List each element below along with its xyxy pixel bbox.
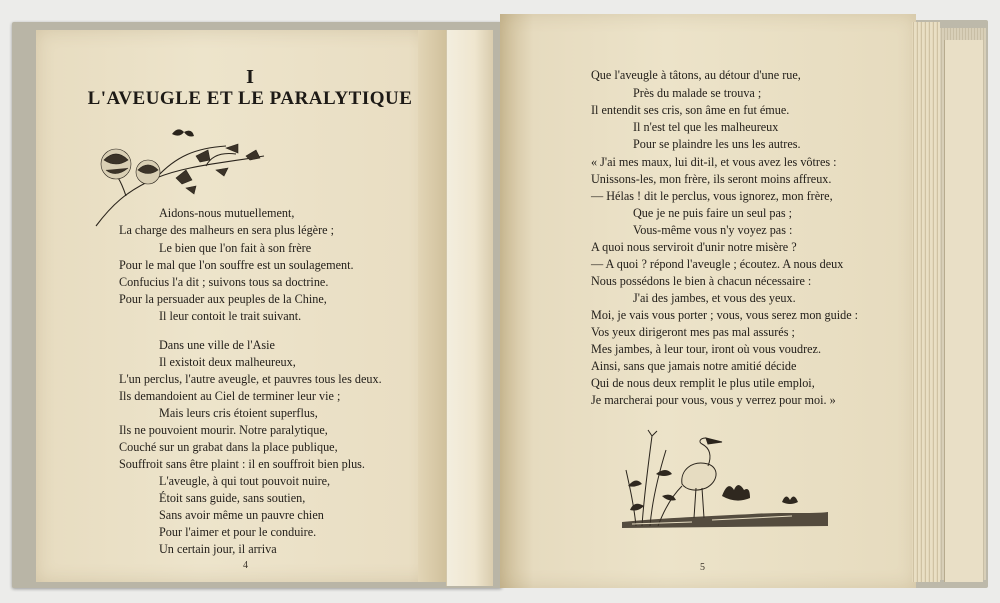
verse-line: Pour l'aimer et pour le conduire.: [159, 525, 317, 539]
verse-line: Ils demandoient au Ciel de terminer leur vie ;: [119, 389, 341, 403]
verse-line: Pour se plaindre les uns les autres.: [633, 137, 801, 151]
verse-line: Près du malade se trouva ;: [633, 86, 762, 100]
chapter-number: I: [246, 66, 254, 88]
verse-line: La charge des malheurs en sera plus légère ;: [119, 223, 334, 237]
chapter-title: L'AVEUGLE ET LE PARALYTIQUE: [87, 88, 413, 109]
verse-line: Mais leurs cris étoient superflus,: [159, 406, 318, 420]
heron-illustration: [622, 426, 828, 530]
verse-line: Unissons-les, mon frère, ils seront moins affreux.: [591, 172, 832, 186]
verse-line: Il n'est tel que les malheureux: [633, 120, 779, 134]
verse-line: Pour la persuader aux peuples de la Chine,: [119, 292, 327, 306]
verse-line: Souffroit sans être plaint : il en souffroit bien plus.: [119, 457, 365, 471]
verse-line: Le bien que l'on fait à son frère: [159, 241, 312, 255]
verse-line: Il entendit ses cris, son âme en fut émue.: [591, 103, 790, 117]
verse-line: — Hélas ! dit le perclus, vous ignorez, mon frère,: [591, 189, 833, 203]
verse-line: Aidons-nous mutuellement,: [159, 206, 295, 220]
verse-line: Vous-même vous n'y voyez pas :: [633, 223, 793, 237]
verse-line: « J'ai mes maux, lui dit-il, et vous avez les vôtres :: [591, 155, 837, 169]
verse-line: Qui de nous deux remplit le plus utile emploi,: [591, 376, 815, 390]
verse-line: Nous possédons le bien à chacun nécessaire :: [591, 274, 812, 288]
verse-line: Je marcherai pour vous, vous y verrez pour moi. »: [591, 393, 836, 407]
verse-line: Il leur contoit le trait suivant.: [159, 309, 302, 323]
verse-line: Sans avoir même un pauvre chien: [159, 508, 324, 522]
verse-line: Que je ne puis faire un seul pas ;: [633, 206, 793, 220]
verse-line: — A quoi ? répond l'aveugle ; écoutez. A nous deux: [591, 257, 844, 271]
verse-line: Vos yeux dirigeront mes pas mal assurés ;: [591, 325, 795, 339]
back-board: [944, 40, 983, 582]
verse-line: Moi, je vais vous porter ; vous, vous serez mon guide :: [591, 308, 859, 322]
right-page-edges: [912, 22, 940, 582]
page-number-left: 4: [243, 560, 248, 571]
verse-line: Pour le mal que l'on souffre est un soulagement.: [119, 258, 354, 272]
verse-line: Un certain jour, il arriva: [159, 542, 277, 556]
page-number-right: 5: [700, 562, 705, 573]
verse-line: Que l'aveugle à tâtons, au détour d'une rue,: [591, 68, 801, 82]
verse-line: L'un perclus, l'autre aveugle, et pauvres tous les deux.: [119, 372, 382, 386]
folded-leaf: [446, 30, 493, 586]
verse-line: Couché sur un grabat dans la place publique,: [119, 440, 338, 454]
verse-line: J'ai des jambes, et vous des yeux.: [633, 291, 796, 305]
verse-line: Ainsi, sans que jamais notre amitié décide: [591, 359, 797, 373]
verse-line: Il existoit deux malheureux,: [159, 355, 296, 369]
verse-line: Ils ne pouvoient mourir. Notre paralytique,: [119, 423, 328, 437]
verse-line: Dans une ville de l'Asie: [159, 338, 275, 352]
verse-line: Étoit sans guide, sans soutien,: [159, 491, 306, 505]
verse-line: A quoi nous serviroit d'unir notre misère ?: [591, 240, 797, 254]
verse-line: Confucius l'a dit ; suivons tous sa doctrine.: [119, 275, 329, 289]
verse-line: Mes jambes, à leur tour, iront où vous voudrez.: [591, 342, 822, 356]
verse-line: L'aveugle, à qui tout pouvoit nuire,: [159, 474, 331, 488]
left-gutter: [418, 30, 448, 582]
